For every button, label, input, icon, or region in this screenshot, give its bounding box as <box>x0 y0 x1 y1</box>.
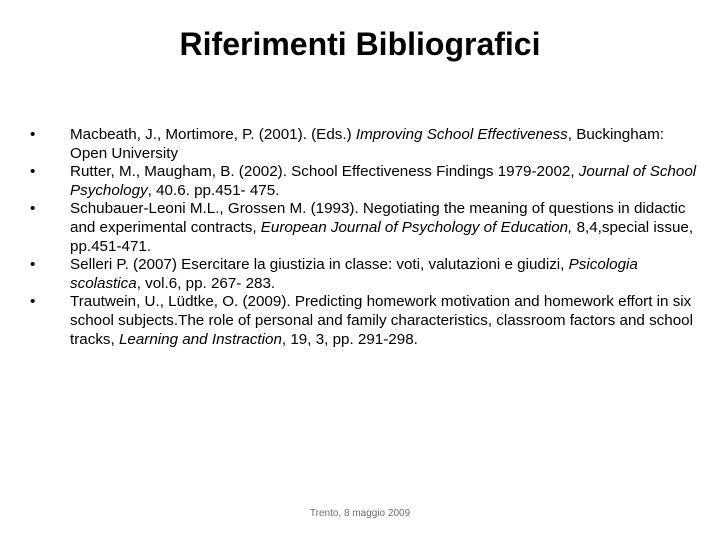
reference-text: Trautwein, U., Lüdtke, O. (2009). Predicting homework motivation and homework effort in six school subjects.The role of personal and family characteristics, classroom factors and school tracks, <box>70 293 693 348</box>
slide-title: Riferimenti Bibliografici <box>179 26 541 62</box>
bullet-icon: • <box>30 200 36 218</box>
reference-italic-title: Journal of School Psychology <box>70 163 697 199</box>
reference-text: Macbeath, J., Mortimore, P. (2001). (Eds.) <box>70 126 356 143</box>
reference-text: 8,4,special issue, pp.451-471. <box>70 218 694 255</box>
reference-item-5 <box>30 293 702 349</box>
bullet-icon: • <box>30 256 36 274</box>
reference-text: Schubauer-Leoni M.L., Grossen M. (1993). Negotiating the meaning of questions in didactic and experimental contracts, <box>70 200 686 236</box>
bullet-icon: • <box>30 163 36 181</box>
reference-list <box>30 126 702 349</box>
reference-text: Rutter, M., Maugham, B. (2002). School Effectiveness Findings 1979-2002, <box>70 163 579 181</box>
reference-text: , Buckingham: Open University <box>70 126 664 162</box>
reference-text: , 40.6. pp.451- 475. <box>147 181 280 199</box>
reference-italic-title: Psicologia scolastica <box>70 256 638 292</box>
reference-text: , vol.6, pp. 267- 283. <box>136 274 276 292</box>
reference-italic-title: European Journal of Psychology of Education, <box>260 218 573 236</box>
reference-text: , 19, 3, pp. 291-298. <box>281 330 418 348</box>
reference-item-3 <box>30 200 702 256</box>
bullet-icon: • <box>30 293 36 311</box>
reference-item-4 <box>30 256 702 293</box>
reference-italic-title: Improving School Effectiveness <box>355 126 568 143</box>
slide-footer: Trento, 8 maggio 2009 <box>309 508 411 519</box>
reference-text: Selleri P. (2007) Esercitare la giustizia in classe: voti, valutazioni e giudizi, <box>70 256 569 274</box>
reference-italic-title: Learning and Instraction <box>118 330 282 348</box>
bullet-icon: • <box>30 126 36 143</box>
reference-item-2 <box>30 163 702 200</box>
reference-item-1 <box>30 126 702 163</box>
